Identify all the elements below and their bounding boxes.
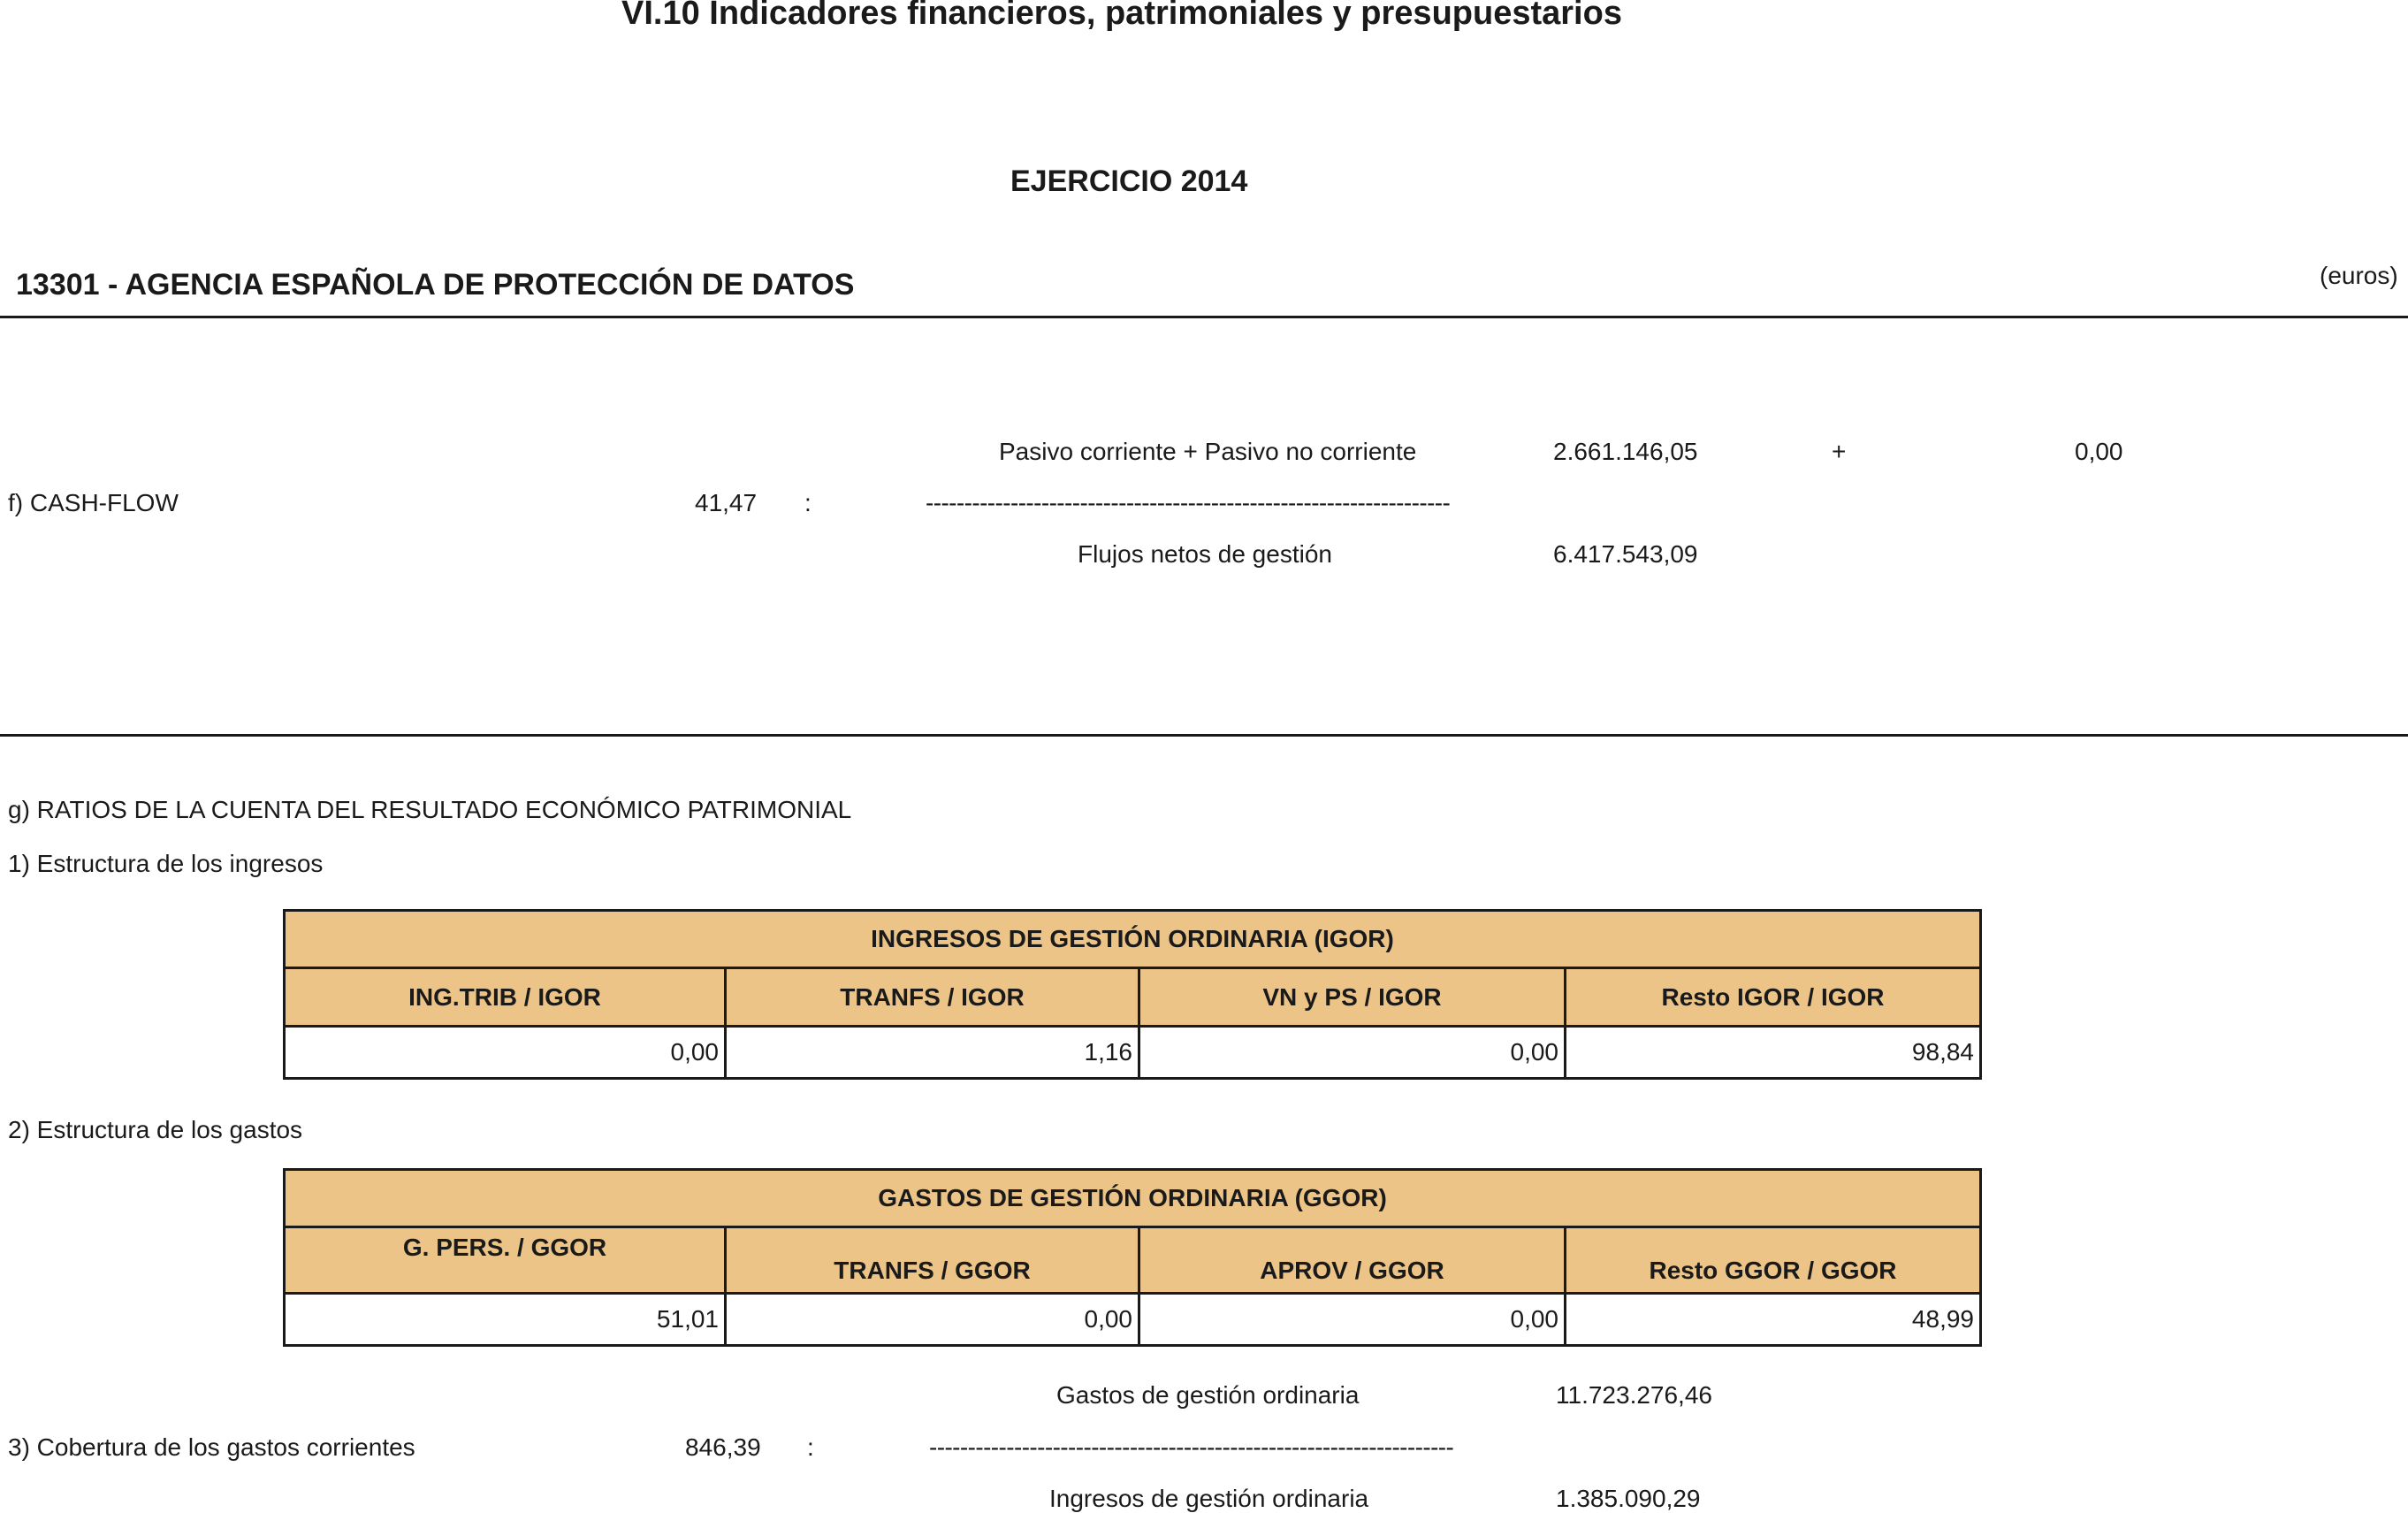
cashflow-divider: --------------------------------------------------------------------: [926, 489, 1451, 516]
gastos-col-header: G. PERS. / GGOR: [283, 1226, 727, 1295]
gastos-table-title: GASTOS DE GESTIÓN ORDINARIA (GGOR): [283, 1168, 1982, 1228]
cobertura-denominator-value: 1.385.090,29: [1556, 1485, 1701, 1512]
cashflow-denominator-value: 6.417.543,09: [1553, 540, 1698, 568]
section-divider: [0, 734, 2408, 737]
cashflow-label: f) CASH-FLOW: [8, 489, 179, 516]
gastos-value-cell: 0,00: [1138, 1292, 1566, 1347]
gastos-col-header: TRANFS / GGOR: [724, 1226, 1140, 1295]
cobertura-denominator-label: Ingresos de gestión ordinaria: [1049, 1485, 1369, 1512]
cobertura-numerator-value: 11.723.276,46: [1556, 1381, 1712, 1409]
cashflow-numerator-value2: 0,00: [2075, 438, 2123, 465]
cashflow-denominator-label: Flujos netos de gestión: [1078, 540, 1332, 568]
gastos-value-cell: 0,00: [724, 1292, 1140, 1347]
header-divider: [0, 316, 2408, 318]
cobertura-numerator-label: Gastos de gestión ordinaria: [1056, 1381, 1360, 1409]
cashflow-value: 41,47: [695, 489, 758, 516]
cashflow-colon: :: [804, 489, 812, 516]
gastos-value-cell: 51,01: [283, 1292, 727, 1347]
page-title: VI.10 Indicadores financieros, patrimoniales y presupuestarios: [621, 0, 1622, 32]
cobertura-value: 846,39: [685, 1433, 761, 1461]
gastos-subtitle: 2) Estructura de los gastos: [8, 1116, 303, 1143]
ingresos-value-cell: 0,00: [1138, 1025, 1566, 1080]
cobertura-colon: :: [807, 1433, 814, 1461]
ingresos-subtitle: 1) Estructura de los ingresos: [8, 850, 324, 877]
cashflow-numerator-label: Pasivo corriente + Pasivo no corriente: [999, 438, 1417, 465]
ingresos-col-header: Resto IGOR / IGOR: [1564, 967, 1982, 1028]
cashflow-plus-sign: +: [1832, 438, 1847, 465]
cashflow-numerator-value1: 2.661.146,05: [1553, 438, 1698, 465]
currency-unit: (euros): [2320, 262, 2398, 289]
cobertura-label: 3) Cobertura de los gastos corrientes: [8, 1433, 415, 1461]
cobertura-divider: --------------------------------------------------------------------: [929, 1433, 1454, 1461]
ingresos-col-header: ING.TRIB / IGOR: [283, 967, 727, 1028]
gastos-col-header: APROV / GGOR: [1138, 1226, 1566, 1295]
ingresos-value-cell: 0,00: [283, 1025, 727, 1080]
ingresos-col-header: TRANFS / IGOR: [724, 967, 1140, 1028]
ingresos-col-header: VN y PS / IGOR: [1138, 967, 1566, 1028]
fiscal-year: EJERCICIO 2014: [1010, 164, 1248, 198]
ingresos-value-cell: 98,84: [1564, 1025, 1982, 1080]
ratios-section-title: g) RATIOS DE LA CUENTA DEL RESULTADO ECONÓMICO PATRIMONIAL: [8, 796, 852, 823]
gastos-value-cell: 48,99: [1564, 1292, 1982, 1347]
ingresos-value-cell: 1,16: [724, 1025, 1140, 1080]
entity-name: 13301 - AGENCIA ESPAÑOLA DE PROTECCIÓN DE DATOS: [16, 268, 855, 302]
gastos-col-header: Resto GGOR / GGOR: [1564, 1226, 1982, 1295]
ingresos-table-title: INGRESOS DE GESTIÓN ORDINARIA (IGOR): [283, 909, 1982, 969]
